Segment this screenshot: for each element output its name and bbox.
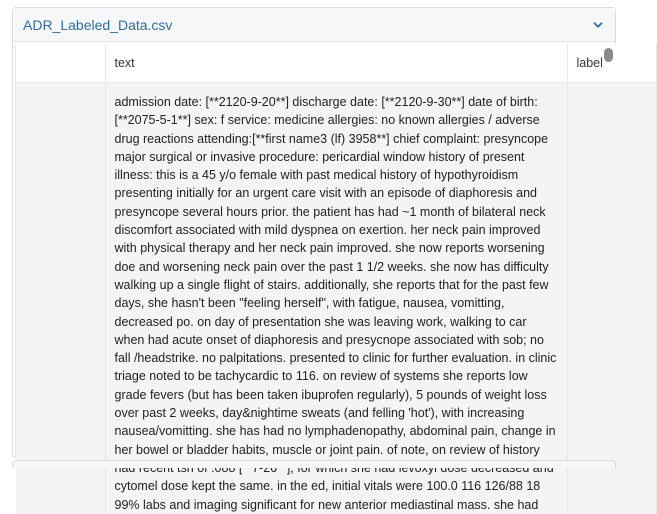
file-panel (12, 7, 616, 512)
row-text-cell: admission date: [**2120-9-20**] discharge date: [**2120-9-30**] date of birth: [**2075-5-1**] sex: f service: medicine allergies: no known allergies / adverse drug reactions attending:[**first name3 (lf) 3958**] chief complaint: presyncope major surgical or invasive procedure: pericardial window history of present illness: this is a 45 y/o female with past medical history of hypothyroidism presenting initially for an urgent care visit with an episode of diaphoresis and presyncope several hours prior. the patient has had ~1 month of bilateral neck discomfort associated with mild dyspnea on exertion. her neck pain improved with physical therapy and her neck pain improved. she now reports worsening doe and worsening neck pain over the past 1 1/2 weeks. she now has difficulty walking up a single flight of stairs. additionally, she reports that for the past few days, she hasn't been "feeling herself", with fatigue, nausea, vomitting, decreased po. on day of presentation she was leaving work, walking to car when had acute onset of diaphoresis and presycnope associated with sob; no fall /headstrike. no palpitations. presented to clinic for further evaluation. in clinic triage noted to be tachycardic to 116. on review of systems she reports low grade fevers (but has been taken ibuprofen regularly), 5 pounds of weight loss over past 2 weeks, day&nightime sweats (and felling 'hot'), with increasing nausea/vomitting. she has had no lymphadenopathy, abdominal pain, change in her bowel or bladder habits, muscle or joint pain. of note, on review of history cytomel dose kept the same. in the ed, initial vitals were 100.0 116 126/88 18 99% labs and imaging significant for new anterior mediastinal mass. she had (105, 83, 567, 514)
row-index-cell (16, 83, 105, 514)
panel-header[interactable] (13, 8, 615, 42)
column-header-index[interactable] (16, 44, 105, 83)
column-header-text[interactable]: text (105, 44, 567, 83)
vertical-scrollbar-thumb[interactable] (604, 48, 613, 62)
table-row (16, 83, 656, 514)
file-title[interactable]: ADR_Labeled_Data.csv (23, 16, 173, 33)
column-header-label[interactable]: label (567, 44, 656, 83)
next-panel-edge (12, 460, 616, 468)
table-header-row (16, 44, 656, 83)
data-table (16, 44, 657, 514)
row-label-cell (567, 83, 656, 514)
data-table-viewport[interactable] (15, 44, 614, 512)
chevron-down-icon[interactable] (591, 18, 605, 32)
